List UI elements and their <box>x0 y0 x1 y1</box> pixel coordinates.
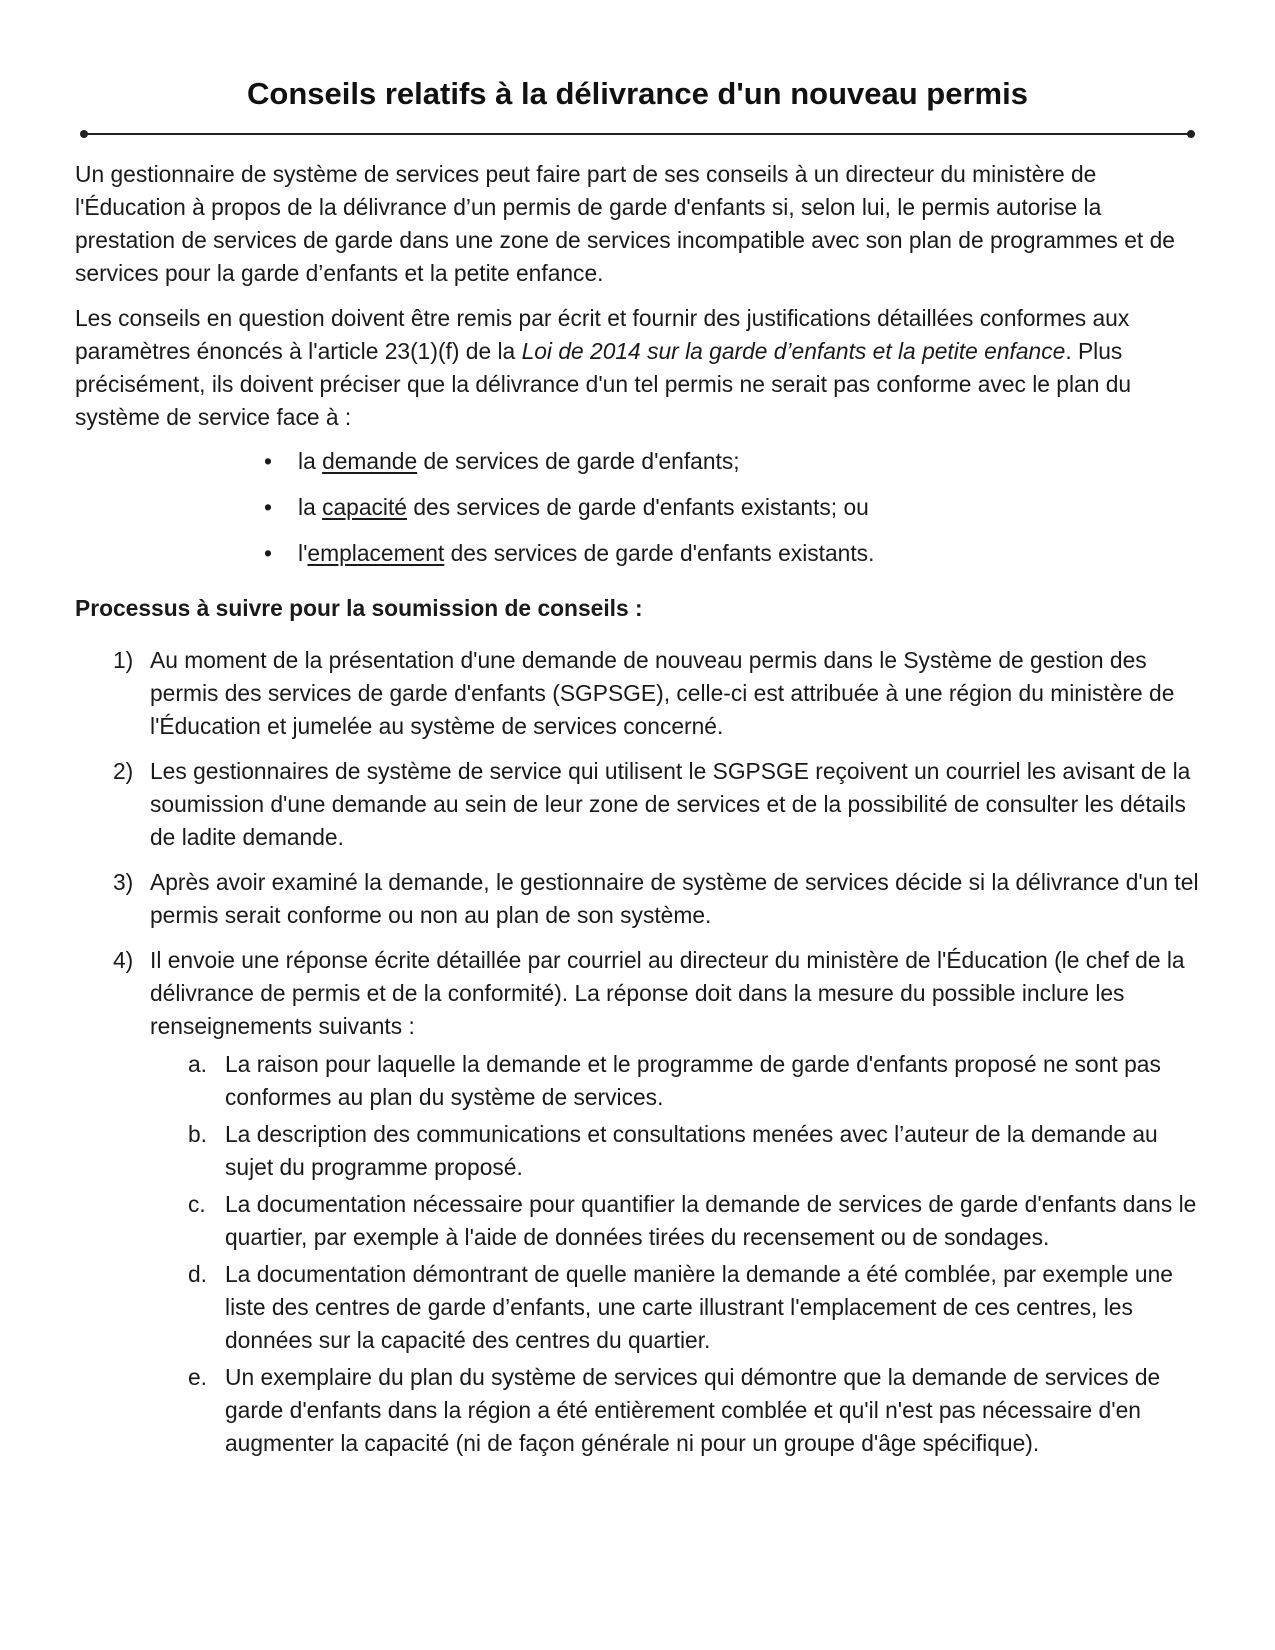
bullet-text-post: des services de garde d'enfants existants; ou <box>407 494 869 520</box>
bullet-text-pre: la <box>298 494 323 520</box>
law-title: Loi de 2014 sur la garde d’enfants et la petite enfance <box>521 338 1066 364</box>
requirement-letter: c. <box>188 1191 206 1217</box>
requirement-text: Un exemplaire du plan du système de services qui démontre que la demande de services de garde d'enfants dans la région a été entièrement comblée et qu'il n'est pas nécessaire d'en augmenter la capacité (ni de façon générale ni pour un groupe d'âge spécifique). <box>225 1364 1161 1456</box>
divider-line <box>84 133 1191 135</box>
response-requirements-list <box>150 1048 1205 1460</box>
step-number: 1) <box>113 647 134 673</box>
requirement-item-b <box>150 1118 1205 1184</box>
criteria-bullet-list <box>262 445 1162 583</box>
bullet-item-demande <box>262 445 1162 491</box>
step-text: Après avoir examiné la demande, le gestionnaire de système de services décide si la délivrance d'un tel permis serait conforme ou non au plan de son système. <box>150 869 1199 928</box>
requirement-item-a <box>150 1048 1205 1114</box>
step-text: Au moment de la présentation d'une demande de nouveau permis dans le Système de gestion des permis des services de garde d'enfants (SGPSGE), celle-ci est attribuée à une région du ministère de l'Éducation et jumelée au système de services concerné. <box>150 647 1175 739</box>
process-steps-list <box>75 644 1205 1472</box>
bullet-icon: • <box>264 494 272 520</box>
bullet-text-pre: la <box>298 448 323 474</box>
process-step-2 <box>75 755 1205 854</box>
requirement-letter: e. <box>188 1364 208 1390</box>
process-heading: Processus à suivre pour la soumission de conseils : <box>75 595 643 621</box>
bullet-keyword: demande <box>322 448 418 474</box>
process-step-4 <box>75 944 1205 1460</box>
step-number: 2) <box>113 758 134 784</box>
step-text: Il envoie une réponse écrite détaillée par courriel au directeur du ministère de l'Éducation (le chef de la délivrance de permis et de la conformité). La réponse doit dans la mesure du possible inclure les renseignements suivants : <box>150 947 1185 1039</box>
bullet-text-pre: l' <box>298 540 308 566</box>
requirement-letter: d. <box>188 1261 208 1287</box>
criteria-paragraph <box>75 302 1205 434</box>
divider-right-dot <box>1187 130 1195 138</box>
process-step-1 <box>75 644 1205 743</box>
requirement-item-d <box>150 1258 1205 1357</box>
bullet-item-capacite <box>262 491 1162 537</box>
requirement-letter: a. <box>188 1051 208 1077</box>
step-number: 4) <box>113 947 134 973</box>
bullet-text-post: de services de garde d'enfants; <box>417 448 740 474</box>
page-title: Conseils relatifs à la délivrance d'un nouveau permis <box>247 76 1028 111</box>
bullet-keyword: emplacement <box>307 540 445 566</box>
bullet-icon: • <box>264 540 272 566</box>
step-number: 3) <box>113 869 134 895</box>
bullet-item-emplacement <box>262 537 1162 583</box>
title-divider <box>80 128 1195 140</box>
bullet-keyword: capacité <box>322 494 407 520</box>
bullet-text-post: des services de garde d'enfants existants. <box>444 540 875 566</box>
requirement-text: La documentation nécessaire pour quantifier la demande de services de garde d'enfants dans le quartier, par exemple à l'aide de données tirées du recensement ou de sondages. <box>225 1191 1197 1250</box>
requirement-text: La description des communications et consultations menées avec l’auteur de la demande au sujet du programme proposé. <box>225 1121 1158 1180</box>
criteria-text-before: Les conseils en question doivent être remis par écrit et fournir des justifications détaillées conformes aux paramètres énoncés à l'article 23(1)(f) de la <box>75 305 1130 364</box>
process-step-3 <box>75 866 1205 932</box>
requirement-item-e <box>150 1361 1205 1460</box>
step-text: Les gestionnaires de système de service qui utilisent le SGPSGE reçoivent un courriel les avisant de la soumission d'une demande au sein de leur zone de services et de la possibilité de consulter les détails de ladite demande. <box>150 758 1191 850</box>
bullet-icon: • <box>264 448 272 474</box>
requirement-text: La raison pour laquelle la demande et le programme de garde d'enfants proposé ne sont pas conformes au plan du système de services. <box>225 1051 1161 1110</box>
requirement-item-c <box>150 1188 1205 1254</box>
criteria-text-after: . Plus précisément, ils doivent préciser que la délivrance d'un tel permis ne serait pas conforme avec le plan du système de service face à : <box>75 338 1132 430</box>
requirement-text: La documentation démontrant de quelle manière la demande a été comblée, par exemple une liste des centres de garde d’enfants, une carte illustrant l'emplacement de ces centres, les données sur la capacité des centres du quartier. <box>225 1261 1173 1353</box>
requirement-letter: b. <box>188 1121 208 1147</box>
intro-paragraph: Un gestionnaire de système de services peut faire part de ses conseils à un directeur du ministère de l'Éducation à propos de la délivrance d’un permis de garde d'enfants si, selon lui, le permis autorise la prestation de services de garde dans une zone de services incompatible avec son plan de programmes et de services pour la garde d’enfants et la petite enfance. <box>75 161 1175 286</box>
